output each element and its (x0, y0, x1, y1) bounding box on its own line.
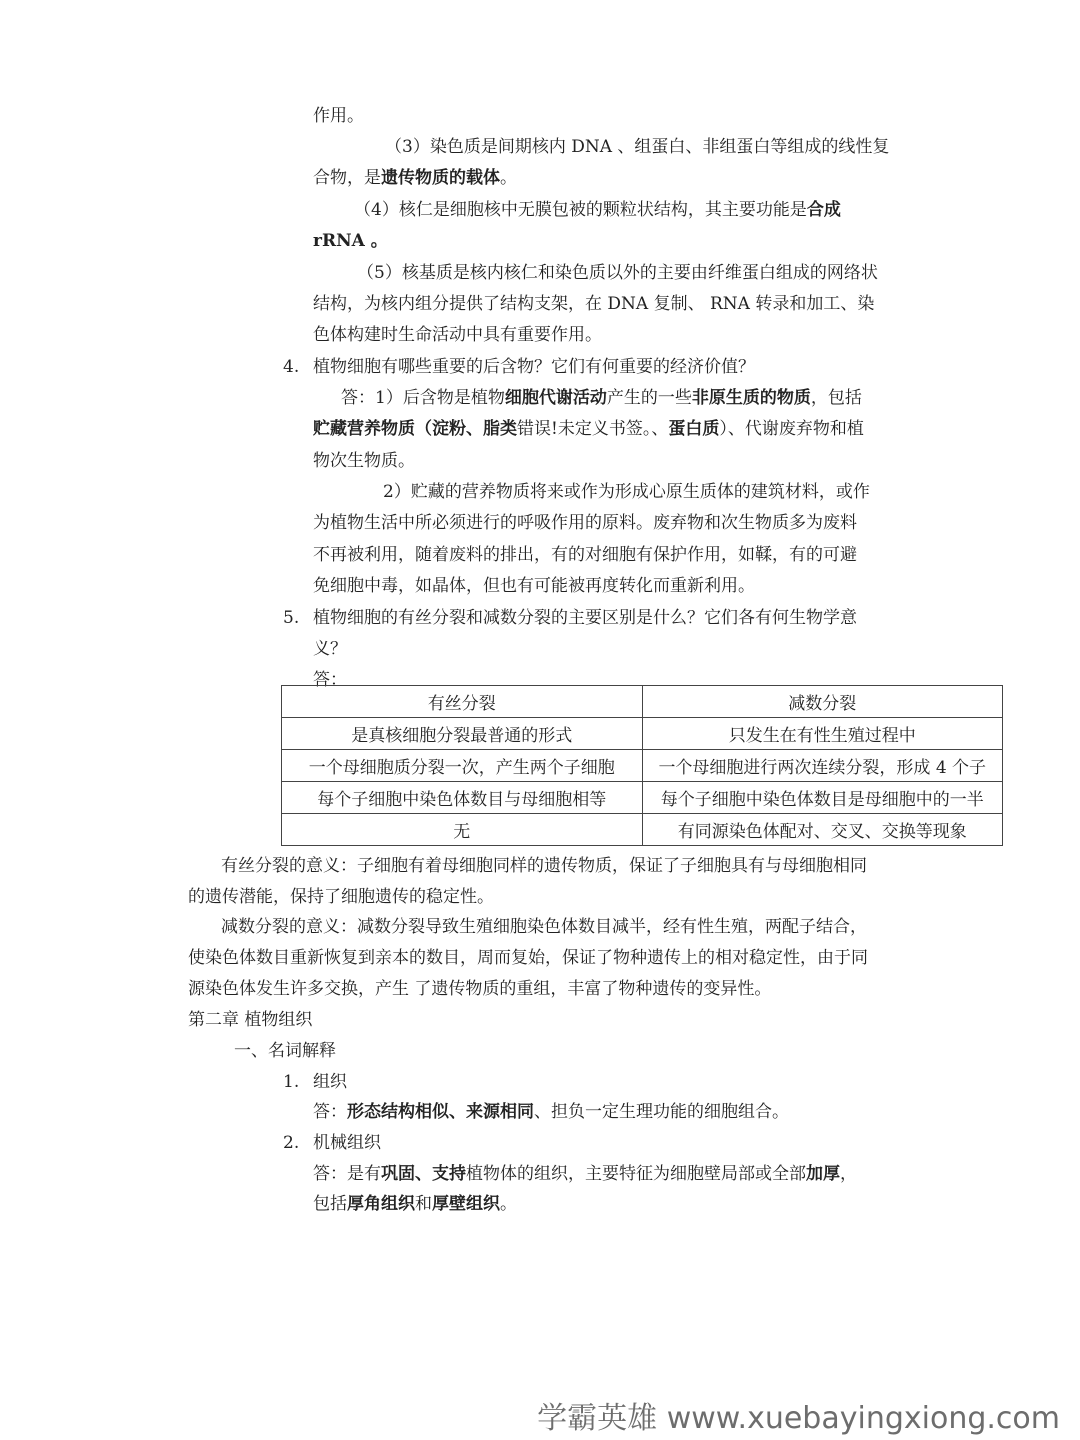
question-number: 4. (283, 357, 300, 377)
paragraph-line: 减数分裂的意义：减数分裂导致生殖细胞染色体数目减半，经有性生殖，两配子结合， (221, 917, 867, 937)
paragraph-line: （3）染色质是间期核内 DNA 、组蛋白、非组蛋白等组成的线性复 (385, 137, 890, 157)
term-title: 机械组织 (313, 1133, 381, 1153)
answer-line: 答：形态结构相似、来源相同、担负一定生理功能的细胞组合。 (313, 1102, 789, 1122)
table-header-cell: 减数分裂 (642, 686, 1003, 718)
table-row (282, 782, 1003, 814)
paragraph-line: 结构，为核内组分提供了结构支架，在 DNA 复制、 RNA 转录和加工、染 (313, 294, 875, 314)
question-number: 5. (283, 608, 300, 628)
answer-line: 贮藏营养物质（淀粉、脂类错误!未定义书签。、蛋白质）、代谢废弃物和植 (313, 419, 864, 439)
paragraph-line: 色体构建时生命活动中具有重要作用。 (313, 325, 602, 345)
table-cell: 每个子细胞中染色体数目与母细胞相等 (282, 782, 643, 814)
answer-line: 2）贮藏的营养物质将来或作为形成心原生质体的建筑材料，或作 (383, 482, 870, 502)
answer-line: 为植物生活中所必须进行的呼吸作用的原料。废弃物和次生物质多为废料 (313, 513, 857, 533)
table-cell: 有同源染色体配对、交叉、交换等现象 (642, 814, 1003, 846)
table-cell: 只发生在有性生殖过程中 (642, 718, 1003, 750)
answer-line: 包括厚角组织和厚壁组织。 (313, 1194, 517, 1214)
comparison-table (281, 685, 1003, 846)
paragraph-line: 有丝分裂的意义：子细胞有着母细胞同样的遗传物质，保证了子细胞具有与母细胞相同 (221, 856, 867, 876)
table-cell: 是真核细胞分裂最普通的形式 (282, 718, 643, 750)
term-title: 组织 (313, 1072, 347, 1092)
paragraph-line: 使染色体数目重新恢复到亲本的数目，周而复始，保证了物种遗传上的相对稳定性，由于同 (188, 948, 868, 968)
paragraph-line: 合物，是遗传物质的载体。 (313, 168, 517, 188)
answer-line: 答：是有巩固、支持植物体的组织，主要特征为细胞壁局部或全部加厚， (313, 1164, 857, 1184)
table-cell: 无 (282, 814, 643, 846)
table-row (282, 814, 1003, 846)
table-cell: 一个母细胞质分裂一次，产生两个子细胞 (282, 750, 643, 782)
paragraph-line: （4）核仁是细胞核中无膜包被的颗粒状结构，其主要功能是合成 (354, 200, 841, 220)
paragraph-line: rRNA 。 (313, 231, 388, 251)
table-header-cell: 有丝分裂 (282, 686, 643, 718)
question-text: 植物细胞有哪些重要的后含物？它们有何重要的经济价值？ (313, 357, 755, 377)
table-cell: 每个子细胞中染色体数目是母细胞中的一半 (642, 782, 1003, 814)
paragraph-line: （5）核基质是核内核仁和染色质以外的主要由纤维蛋白组成的网络状 (357, 263, 878, 283)
table-row (282, 750, 1003, 782)
paragraph-line: 源染色体发生许多交换，产生 了遗传物质的重组，丰富了物种遗传的变异性。 (188, 979, 772, 999)
answer-line: 答：1）后含物是植物细胞代谢活动产生的一些非原生质的物质，包括 (341, 388, 862, 408)
question-text: 植物细胞的有丝分裂和减数分裂的主要区别是什么？它们各有何生物学意 (313, 608, 857, 628)
answer-line: 免细胞中毒，如晶体，但也有可能被再度转化而重新利用。 (313, 576, 755, 596)
paragraph-line: 作用。 (313, 106, 364, 126)
table-header-row (282, 686, 1003, 718)
answer-line: 不再被利用，随着废料的排出，有的对细胞有保护作用，如鞣，有的可避 (313, 545, 857, 565)
answer-line: 物次生物质。 (313, 451, 415, 471)
table-row (282, 718, 1003, 750)
term-number: 2. (283, 1133, 300, 1153)
chapter-heading: 第二章 植物组织 (188, 1010, 313, 1030)
paragraph-line: 的遗传潜能，保持了细胞遗传的稳定性。 (188, 887, 494, 907)
table-cell: 一个母细胞进行两次连续分裂，形成 4 个子 (642, 750, 1003, 782)
site-watermark: 学霸英雄 www.xuebayingxiong.com (537, 1401, 1060, 1436)
term-number: 1. (283, 1072, 300, 1092)
question-text: 义？ (313, 639, 347, 659)
answer-label: 答： (313, 670, 347, 690)
section-heading: 一、名词解释 (234, 1041, 336, 1061)
